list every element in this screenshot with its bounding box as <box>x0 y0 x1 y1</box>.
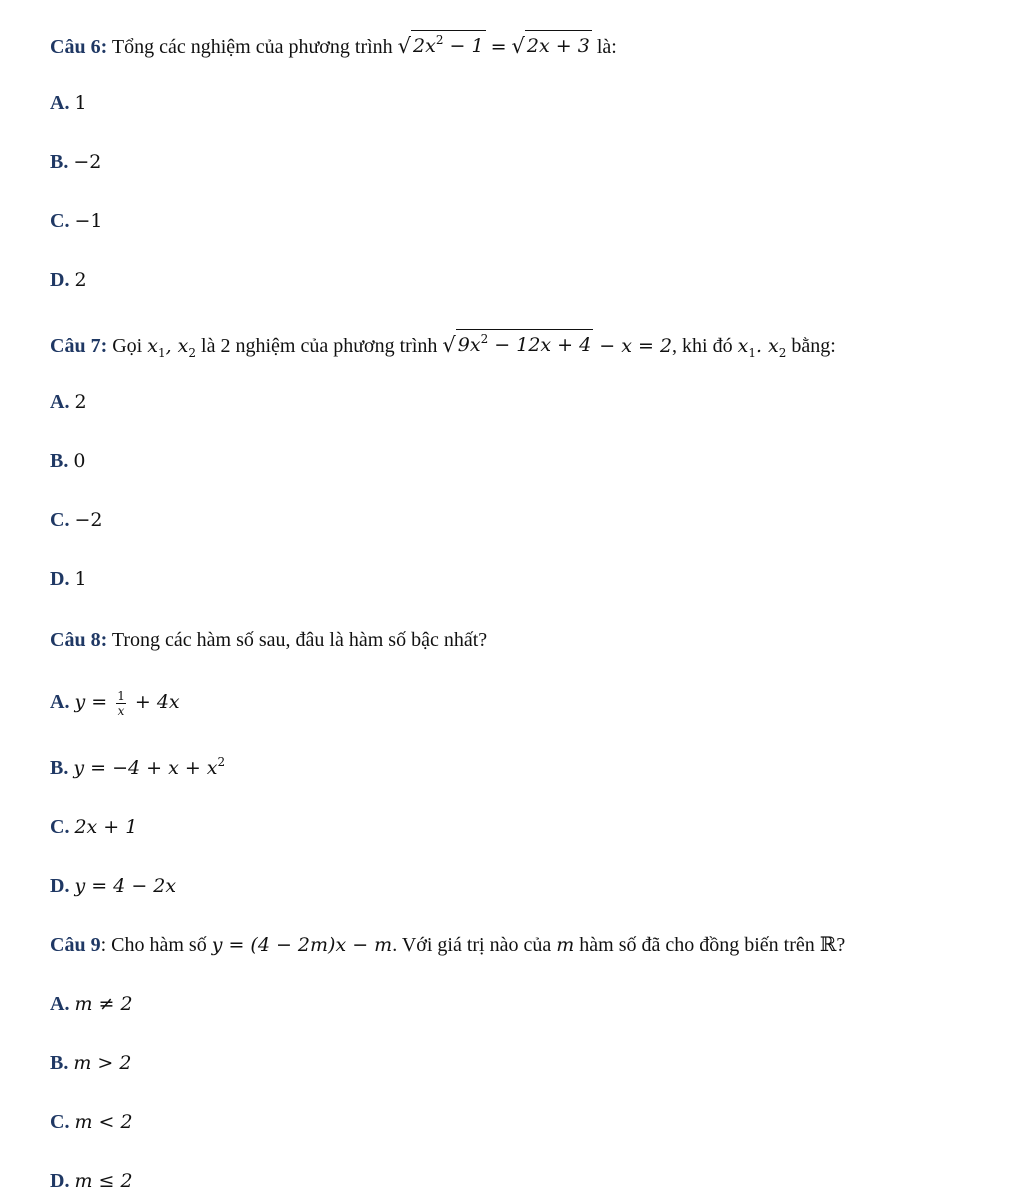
question-text: Trong các hàm số sau, đâu là hàm số bậc nhất? <box>111 629 488 651</box>
option-label: B. <box>50 1052 69 1074</box>
option-label: C. <box>50 1111 70 1133</box>
question-text-end: bằng: <box>791 335 836 357</box>
option-a[interactable] <box>50 688 180 717</box>
option-d[interactable] <box>50 872 176 900</box>
question-label: Câu 9 <box>50 934 101 956</box>
question-text: là 2 nghiệm của phương trình <box>201 335 438 357</box>
question-text: Gọi <box>112 335 143 357</box>
option-value: −2 <box>73 151 102 173</box>
option-d[interactable] <box>50 1167 133 1195</box>
option-label: D. <box>50 875 70 897</box>
question-text: , khi đó <box>672 335 733 357</box>
option-value: 1 <box>74 568 87 590</box>
option-value: y = 4 − 2x <box>74 875 177 897</box>
option-label: A. <box>50 993 70 1015</box>
option-label: C. <box>50 816 70 838</box>
option-c[interactable] <box>50 813 137 841</box>
fraction: $\frac{1}{x}$ <box>117 688 125 718</box>
option-b[interactable] <box>50 148 101 176</box>
option-value: $y = -4 + x + x^2$ <box>73 755 226 779</box>
option-c[interactable] <box>50 1108 133 1136</box>
option-value: 0 <box>73 450 86 472</box>
equals-sign: = <box>490 36 507 58</box>
option-b[interactable] <box>50 447 85 475</box>
option-d[interactable] <box>50 266 87 294</box>
option-label: A. <box>50 691 70 713</box>
option-label: C. <box>50 210 70 232</box>
option-label: A. <box>50 391 70 413</box>
option-a[interactable] <box>50 990 133 1018</box>
option-c[interactable] <box>50 506 102 534</box>
question-8 <box>50 626 487 654</box>
sqrt-right <box>512 30 592 60</box>
question-6 <box>50 30 617 61</box>
option-a[interactable] <box>50 388 87 416</box>
equation-tail: − x = 2 <box>593 335 673 357</box>
radicand: 2x + 3 <box>525 30 592 60</box>
sqrt-sign: √ <box>397 34 412 58</box>
question-text: Tổng các nghiệm của phương trình <box>111 36 393 58</box>
option-a[interactable] <box>50 89 87 117</box>
radicand: $9x^2 - 12x + 4$ <box>456 329 593 359</box>
variable: m <box>556 934 575 956</box>
question-label: Câu 8: <box>50 629 108 651</box>
product: $x_1$. $x_2$ <box>737 335 787 360</box>
option-value: 2x + 1 <box>74 816 138 838</box>
sqrt-left <box>398 30 486 60</box>
question-text: : Cho hàm số <box>100 934 207 956</box>
sqrt <box>442 329 593 359</box>
question-9 <box>50 931 845 959</box>
option-value: m > 2 <box>73 1052 132 1074</box>
sqrt-sign: √ <box>442 333 456 357</box>
option-value: m < 2 <box>74 1111 133 1133</box>
roots: $x_1$, $x_2$ <box>147 335 197 360</box>
option-label: A. <box>50 92 70 114</box>
option-label: C. <box>50 509 70 531</box>
question-7 <box>50 329 836 360</box>
function: y = (4 − 2m)x − m <box>211 934 393 956</box>
question-text-end: là: <box>596 36 617 58</box>
option-value: m ≤ 2 <box>74 1170 133 1192</box>
option-b[interactable] <box>50 754 225 782</box>
option-label: D. <box>50 568 70 590</box>
sqrt-sign: √ <box>511 34 525 58</box>
option-label: B. <box>50 151 69 173</box>
option-label: D. <box>50 269 70 291</box>
option-c[interactable] <box>50 207 102 235</box>
question-label: Câu 7: <box>50 335 108 357</box>
question-text-end: hàm số đã cho đồng biến trên ℝ? <box>579 934 846 956</box>
option-b[interactable] <box>50 1049 131 1077</box>
option-value: 1 <box>74 92 87 114</box>
option-value: m ≠ 2 <box>74 993 133 1015</box>
option-value: −2 <box>74 509 103 531</box>
option-d[interactable] <box>50 565 87 593</box>
option-value: 2 <box>74 269 87 291</box>
option-label: B. <box>50 757 69 779</box>
option-value: −1 <box>74 210 103 232</box>
option-value: y = $\frac{1}{x}$ + 4x <box>74 688 180 718</box>
question-text: . Với giá trị nào của <box>392 934 552 956</box>
radicand: $2x^2 - 1$ <box>411 30 486 60</box>
option-value: 2 <box>74 391 87 413</box>
option-label: D. <box>50 1170 70 1192</box>
question-label: Câu 6: <box>50 36 108 58</box>
option-label: B. <box>50 450 69 472</box>
